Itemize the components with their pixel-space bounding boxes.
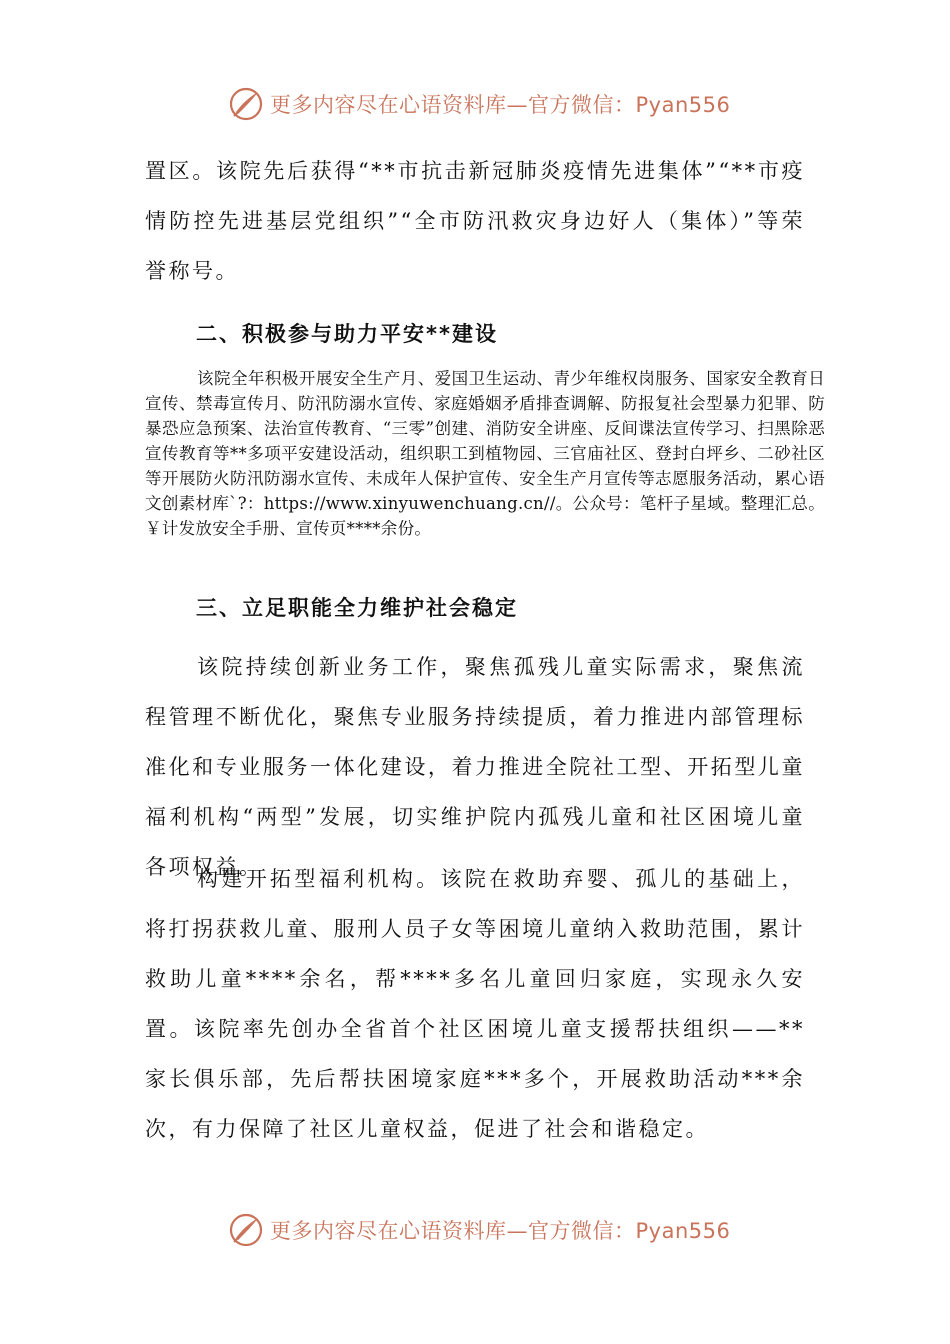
section-heading-2: 二、积极参与助力平安**建设: [196, 322, 498, 346]
footer-banner: [228, 1210, 748, 1250]
banner-text: 更多内容尽在心语资料库—官方微信：Pyan556: [270, 93, 731, 117]
banner-text: 更多内容尽在心语资料库—官方微信：Pyan556: [270, 1219, 731, 1243]
paragraph-welfare-institution: 构建开拓型福利机构。该院在救助弃婴、孤儿的基础上，将打拐获救儿童、服刑人员子女等困境儿童纳入救助范围，累计救助儿童****余名，帮****多名儿童回归家庭，实现永久安置。该院率先创办全省首个社区困境儿童支援帮扶组织——**家长俱乐部，先后帮扶困境家庭***多个，开展救助活动***余次，有力保障了社区儿童权益，促进了社会和谐稳定。: [145, 867, 805, 1141]
header-banner: [228, 84, 748, 124]
paragraph-innovation: 该院持续创新业务工作，聚焦孤残儿童实际需求，聚焦流程管理不断优化，聚焦专业服务持续提质，着力推进内部管理标准化和专业服务一体化建设，着力推进全院社工型、开拓型儿童福利机构“两型”发展，切实维护院内孤残儿童和社区困境儿童各项权益。: [145, 655, 805, 879]
quill-logo-icon: [228, 1212, 264, 1248]
paragraph-continuation: 置区。该院先后获得“**市抗击新冠肺炎疫情先进集体”“**市疫情防控先进基层党组织”“全市防汛救灾身边好人（集体）”等荣誉称号。: [145, 159, 805, 283]
section-heading-3: 三、立足职能全力维护社会稳定: [196, 596, 518, 620]
quill-logo-icon: [228, 86, 264, 122]
paragraph-safety-activities: 该院全年积极开展安全生产月、爱国卫生运动、青少年维权岗服务、国家安全教育日宣传、禁毒宣传月、防汛防溺水宣传、家庭婚姻矛盾排查调解、防报复社会型暴力犯罪、防暴恐应急预案、法治宣传教育、“三零”创建、消防安全讲座、反间谍法宣传学习、扫黑除恶宣传教育等**多项平安建设活动，组织职工到植物园、三官庙社区、登封白坪乡、二砂社区等开展防火防汛防溺水宣传、未成年人保护宣传、安全生产月宣传等志愿服务活动，累心语文创素材库`?：https://www.xinyuwenchuang.cn//。公众号：笔杆子星域。整理汇总。￥计发放安全手册、宣传页****余份。: [145, 369, 825, 538]
